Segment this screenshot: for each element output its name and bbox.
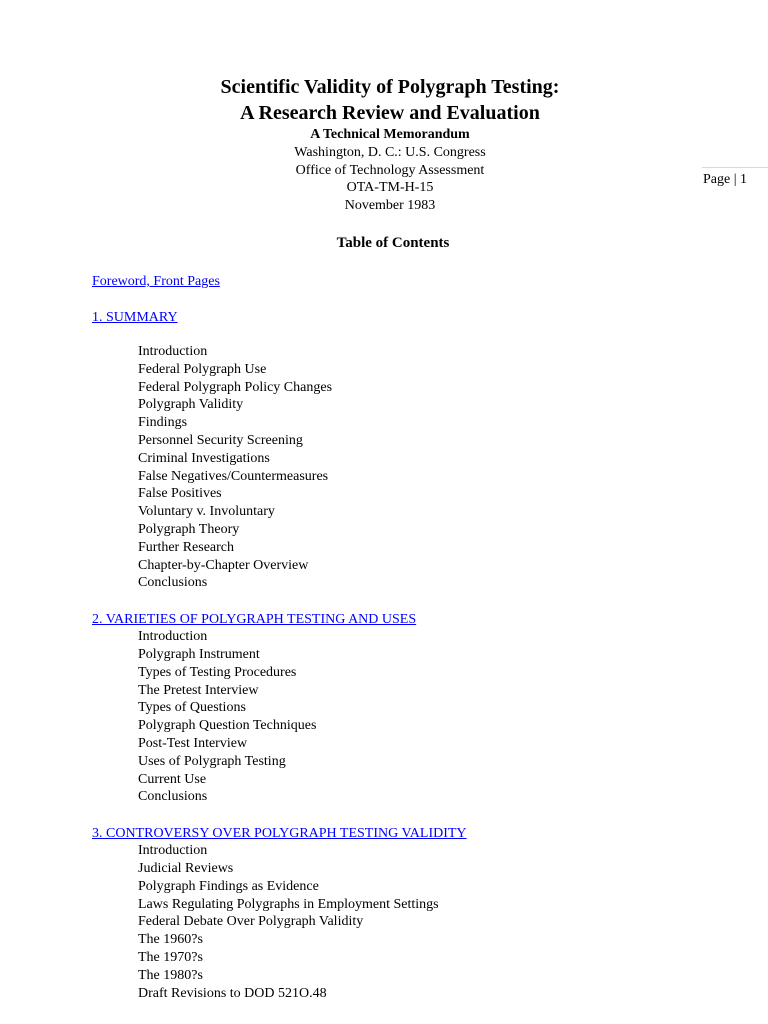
list-item: Criminal Investigations (138, 450, 270, 466)
list-item: Federal Polygraph Use (138, 361, 267, 377)
list-item: False Positives (138, 486, 222, 502)
list-item: Judicial Reviews (138, 860, 234, 876)
publishing-office: Office of Technology Assessment (295, 162, 485, 178)
list-item: Draft Revisions to DOD 521O.48 (138, 985, 327, 1001)
section-link-varieties[interactable]: 2. VARIETIES OF POLYGRAPH TESTING AND USES (92, 612, 417, 628)
publication-date: November 1983 (344, 197, 436, 213)
list-item: Personnel Security Screening (138, 432, 303, 448)
list-item: Voluntary v. Involuntary (138, 504, 275, 520)
list-item: Polygraph Validity (138, 397, 244, 413)
list-item: Laws Regulating Polygraphs in Employment Settings (138, 896, 439, 912)
list-item: Polygraph Question Techniques (138, 718, 317, 734)
list-item: Conclusions (138, 575, 208, 591)
list-item: Current Use (138, 771, 207, 787)
section-summary-items (92, 343, 732, 592)
report-id: OTA-TM-H-15 (346, 180, 434, 195)
list-item: Introduction (138, 344, 208, 359)
list-item: Federal Polygraph Policy Changes (138, 379, 333, 395)
document-header (0, 74, 768, 214)
list-item: The Pretest Interview (138, 682, 259, 698)
document-title-line-1: Scientific Validity of Polygraph Testing: (220, 76, 560, 98)
list-item: The 1980?s (138, 967, 203, 983)
list-item: Introduction (138, 629, 208, 645)
section-controversy-items (92, 842, 732, 1002)
toc-heading: Table of Contents (336, 235, 450, 251)
table-of-contents (92, 272, 732, 1002)
section-link-controversy[interactable]: 3. CONTROVERSY OVER POLYGRAPH TESTING VALIDITY (92, 826, 467, 842)
list-item: The 1970?s (138, 949, 203, 965)
foreword-link[interactable]: Foreword, Front Pages (92, 274, 220, 289)
list-item: Types of Questions (138, 700, 246, 716)
list-item: Polygraph Instrument (138, 646, 260, 662)
publication-location: Washington, D. C.: U.S. Congress (294, 145, 486, 160)
list-item: Further Research (138, 539, 235, 555)
list-item: Chapter-by-Chapter Overview (138, 557, 309, 573)
list-item: Uses of Polygraph Testing (138, 753, 286, 769)
list-item: Polygraph Findings as Evidence (138, 878, 319, 894)
list-item: Federal Debate Over Polygraph Validity (138, 914, 364, 930)
document-subtitle: A Technical Memorandum (310, 127, 470, 142)
list-item: False Negatives/Countermeasures (138, 468, 329, 484)
list-item: Findings (138, 415, 188, 431)
list-item: Types of Testing Procedures (138, 664, 297, 680)
list-item: Polygraph Theory (138, 521, 240, 537)
section-link-summary[interactable]: 1. SUMMARY (92, 310, 178, 325)
document-title-line-2: A Research Review and Evaluation (240, 102, 540, 124)
list-item: Conclusions (138, 789, 208, 805)
section-varieties-items (92, 628, 732, 806)
list-item: Introduction (138, 843, 208, 859)
list-item: Post-Test Interview (138, 735, 248, 751)
page-number-indicator: Page | 1 (702, 167, 768, 189)
list-item: The 1960?s (138, 932, 203, 948)
